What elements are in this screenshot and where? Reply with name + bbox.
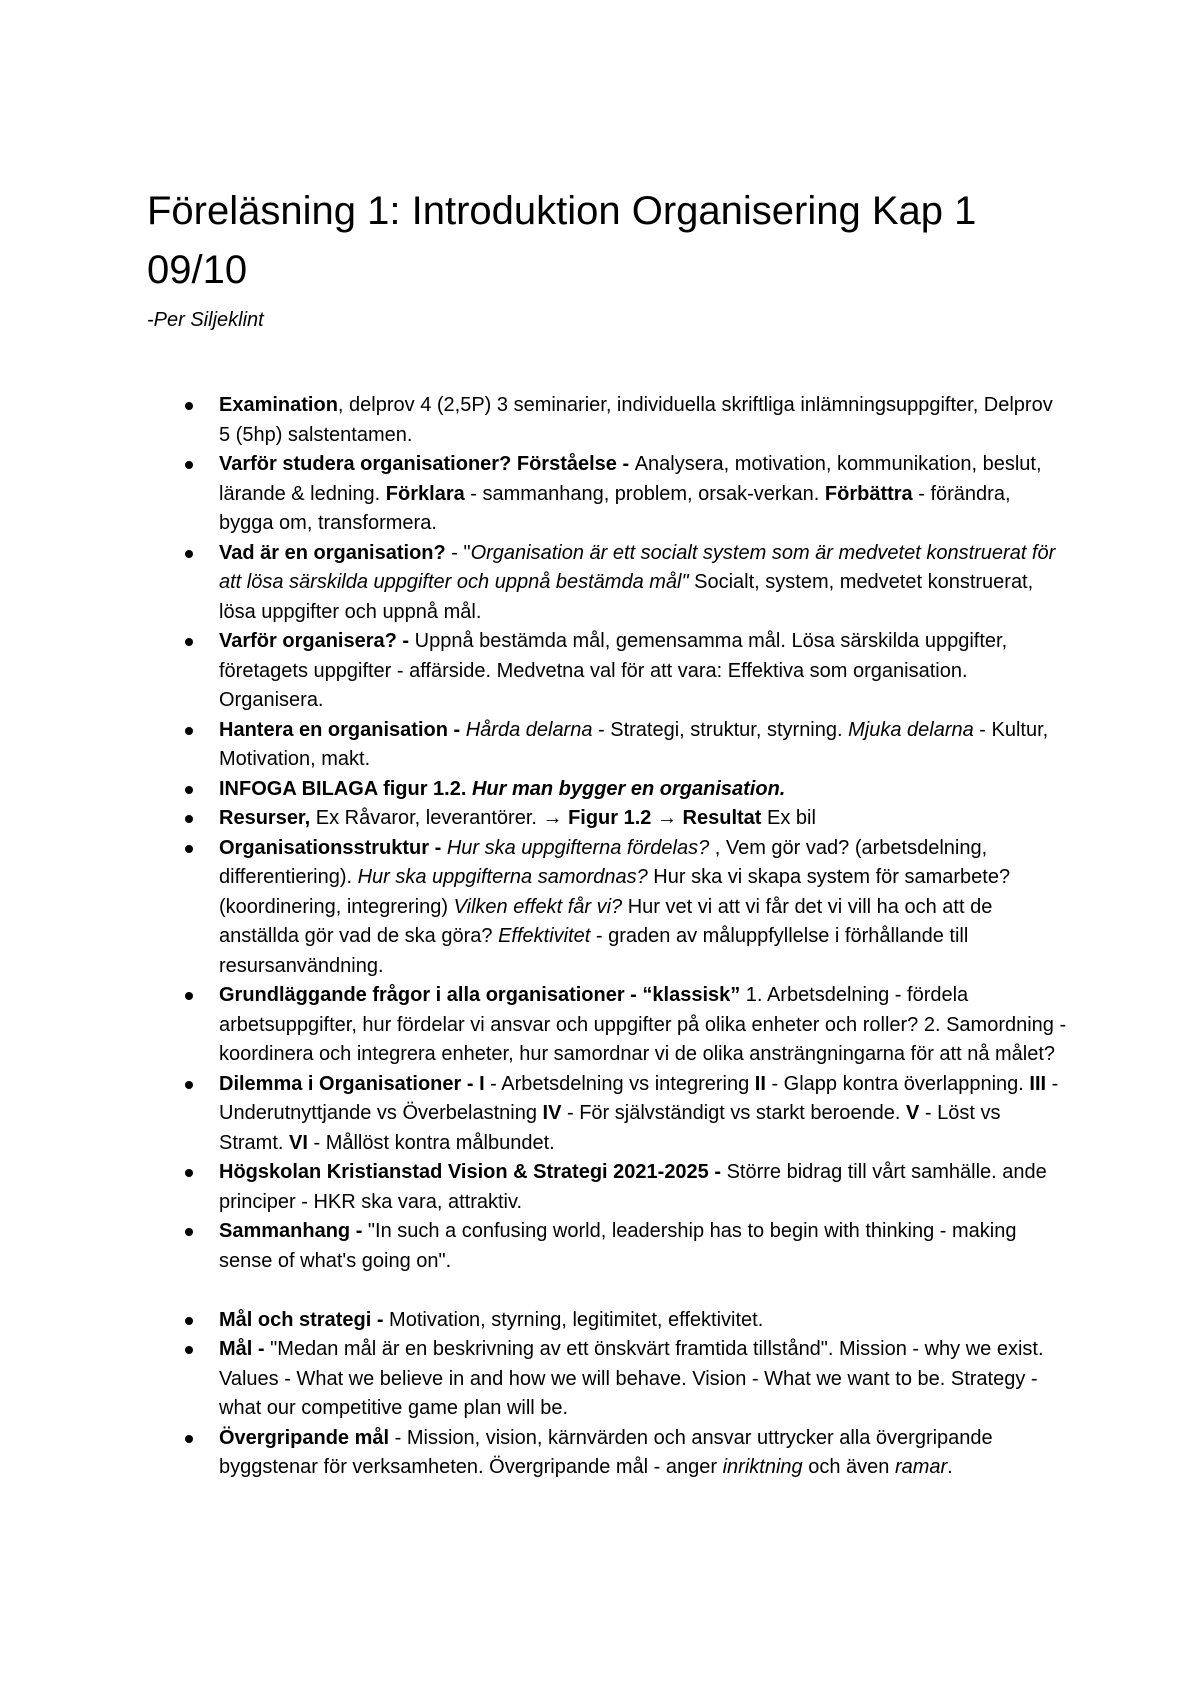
bullet-icon bbox=[185, 1346, 193, 1354]
list-item-text: - Strategi, struktur, styrning. bbox=[592, 718, 849, 741]
bullet-icon bbox=[185, 1081, 193, 1089]
list-item-text: Mjuka delarna bbox=[848, 718, 974, 741]
list-item-text: - För självständigt vs starkt beroende. bbox=[561, 1102, 907, 1124]
list-item bbox=[0, 716, 1069, 775]
page-title: Föreläsning 1: Introduktion Organisering Kap 1 09/10 bbox=[147, 189, 977, 292]
list-item-text: Större bidrag till vårt samhälle. ande principer - HKR ska vara, attraktiv. bbox=[219, 1161, 1047, 1213]
list-item-text: Hantera en organisation - bbox=[219, 718, 466, 741]
list-item-text: Varför studera organisationer? Förståelse - bbox=[219, 453, 635, 475]
list-item-text: VI bbox=[289, 1131, 308, 1154]
list-item bbox=[0, 1306, 1069, 1336]
bullet-icon bbox=[185, 550, 193, 558]
bullet-icon bbox=[185, 727, 193, 735]
list-item-text: inriktning bbox=[722, 1456, 803, 1478]
list-item-text: Sammanhang - bbox=[219, 1220, 368, 1242]
list-item-text: Hur vet vi att vi får det vi vill ha och att de anställda gör vad de ska göra? bbox=[219, 895, 993, 947]
list-item-text: och även bbox=[802, 1456, 895, 1478]
list-item bbox=[0, 834, 1069, 982]
list-item-text: Hur man bygger en organisation. bbox=[471, 777, 786, 800]
list-item bbox=[0, 981, 1069, 1070]
list-item-text: - Arbetsdelning vs integrering bbox=[484, 1072, 755, 1095]
list-item bbox=[0, 539, 1069, 628]
list-item-text: - förändra, bygga om, transformera. bbox=[219, 482, 1011, 534]
list-item-text: Hur ska vi skapa system för samarbete? (koordinering, integrering) bbox=[219, 866, 1011, 918]
list-item-text: Vad är en organisation? bbox=[219, 541, 446, 564]
list-item-text: Organisationsstruktur - bbox=[219, 836, 447, 859]
list-item-text: Figur 1.2 bbox=[568, 807, 652, 829]
list-item bbox=[0, 450, 1069, 539]
list-item-text: Ex bil bbox=[761, 807, 816, 829]
bullet-icon bbox=[185, 992, 193, 1000]
list-item-text bbox=[472, 778, 785, 800]
list-item-text: Hur ska uppgifterna samordnas? bbox=[357, 866, 648, 888]
list-item-text: Analysera, motivation, kommunikation, beslut, lärande & ledning. bbox=[219, 453, 1042, 505]
list-item bbox=[0, 1070, 1069, 1159]
list-item-text: IV bbox=[542, 1102, 562, 1124]
bullet-icon bbox=[185, 1435, 193, 1443]
list-item-text: "In such a confusing world, leadership has to begin with thinking - making sense of what's going on". bbox=[219, 1220, 1017, 1272]
list-item-text: Hårda delarna bbox=[465, 718, 593, 741]
list-item-text: Förbättra bbox=[824, 482, 913, 505]
list-item-text: Hur ska uppgifterna fördelas? bbox=[446, 836, 710, 859]
list-item-text: Resultat bbox=[682, 807, 762, 829]
bullet-icon bbox=[185, 786, 193, 794]
list-item-text: Dilemma i Organisationer - I bbox=[219, 1072, 485, 1095]
bullet-icon bbox=[185, 1228, 193, 1236]
list-item-text: Organisation är ett socialt system som är medvetet konstruerat för att lösa särskilda uppgifter och uppnå bestämda mål" bbox=[219, 541, 1056, 593]
list-item-text: . bbox=[947, 1456, 953, 1478]
list-item bbox=[0, 1424, 1069, 1483]
list-item bbox=[0, 627, 1069, 716]
list-item-text: Vilken effekt får vi? bbox=[453, 895, 623, 918]
list-item-text: Effektivitet bbox=[498, 925, 591, 947]
list-item-text: - " bbox=[445, 541, 471, 564]
list-item-text: Grundläggande frågor i alla organisationer - “klassisk” bbox=[219, 984, 741, 1006]
bullet-icon bbox=[185, 1317, 193, 1325]
list-item-text: Förklara bbox=[385, 482, 465, 505]
list-item-text: II bbox=[754, 1072, 766, 1095]
list-item-text: - Glapp kontra överlappning. bbox=[765, 1072, 1030, 1095]
bullet-icon bbox=[185, 815, 193, 823]
bullet-icon bbox=[185, 845, 193, 853]
list-item-text: Motivation, styrning, legitimitet, effektivitet. bbox=[389, 1308, 764, 1331]
list-item-text: Ex Råvaror, leverantörer. → bbox=[310, 807, 569, 829]
list-item bbox=[0, 804, 1069, 834]
list-item-text: Högskolan Kristianstad Vision & Strategi 2021-2025 - bbox=[219, 1161, 727, 1183]
list-item-text: Mål - bbox=[219, 1338, 271, 1360]
list-item-text: Övergripande mål bbox=[219, 1426, 390, 1449]
bullet-icon bbox=[185, 1169, 193, 1177]
list-item-text: ramar bbox=[894, 1456, 948, 1478]
list-item-text: 1. Arbetsdelning - fördela arbetsuppgifter, hur fördelar vi ansvar och uppgifter på olika enheter och roller? 2. Samordning - koordinera och integrera enheter, hur samordnar vi de olika ansträngningarna för att nå målet? bbox=[219, 984, 1067, 1065]
list-item-text: III bbox=[1029, 1072, 1047, 1095]
list-item-text: - Mission, vision, kärnvärden och ansvar uttrycker alla övergripande byggstenar för verksamheten. Övergripande mål - anger bbox=[219, 1426, 993, 1478]
list-item-text: - sammanhang, problem, orsak-verkan. bbox=[464, 482, 825, 505]
list-item bbox=[0, 1158, 1069, 1217]
list-item-text: - Underutnyttjande vs Överbelastning bbox=[219, 1072, 1059, 1124]
list-item-text: - graden av måluppfyllelse i förhållande till resursanvändning. bbox=[219, 925, 969, 977]
list-item bbox=[0, 391, 1069, 450]
list-item-text: , Vem gör vad? (arbetsdelning, differentiering). bbox=[219, 836, 988, 888]
list-item-text: - Löst vs Stramt. bbox=[219, 1102, 1001, 1154]
list-item-text: Mål och strategi - bbox=[219, 1308, 390, 1331]
list-item-text: INFOGA BILAGA figur 1.2. bbox=[219, 777, 472, 800]
list-item-text: Resurser, bbox=[219, 807, 311, 829]
bullet-icon bbox=[185, 638, 193, 646]
list-item-text: V bbox=[906, 1102, 920, 1124]
list-item bbox=[0, 1335, 1069, 1424]
bullet-icon bbox=[185, 461, 193, 469]
list-item-text: - Mållöst kontra målbundet. bbox=[307, 1131, 555, 1154]
author-line: -Per Siljeklint bbox=[147, 309, 264, 331]
list-item-text: → bbox=[651, 807, 683, 829]
list-item-text: - Kultur, Motivation, makt. bbox=[219, 718, 1049, 770]
list-item bbox=[0, 1217, 1069, 1276]
bullet-icon bbox=[185, 402, 193, 410]
list-item bbox=[0, 775, 1069, 805]
list-item-text: Varför organisera? - bbox=[219, 630, 415, 652]
list-item-text: Socialt, system, medvetet konstruerat, lösa uppgifter och uppnå mål. bbox=[219, 571, 1034, 623]
list-item-text: Uppnå bestämda mål, gemensamma mål. Lösa särskilda uppgifter, företagets uppgifter - affärside. Medvetna val för att vara: Effektiva som organisation. Organisera. bbox=[219, 630, 1008, 711]
list-item-text: Examination bbox=[219, 394, 338, 416]
bullet-list bbox=[0, 391, 1200, 1483]
list-item-text: , delprov 4 (2,5P) 3 seminarier, individuella skriftliga inlämningsuppgifter, Delprov 5 (5hp) salstentamen. bbox=[219, 394, 1053, 446]
list-item-text: "Medan mål är en beskrivning av ett önskvärt framtida tillstånd". Mission - why we exist. Values - What we believe in and how we will behave. Vision - What we want to be. Strategy - what our competitive game plan will be. bbox=[219, 1338, 1044, 1419]
